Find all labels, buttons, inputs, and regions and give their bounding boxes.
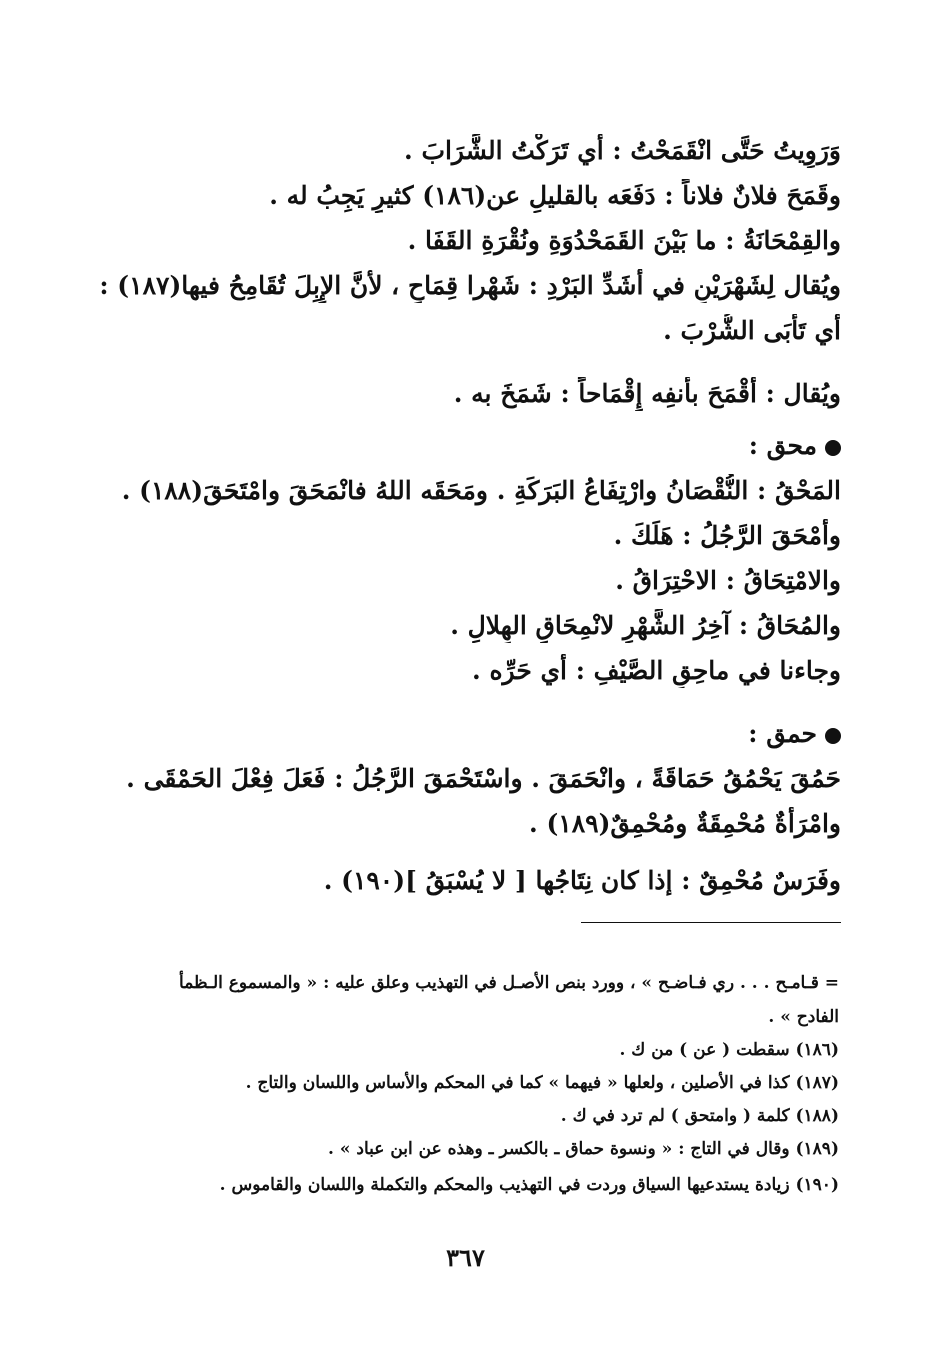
text-line: وَرَوِيتُ حَتَّى انْقَمَحْتُ : أي تَرَكْتُ الشَّرَابَ .: [404, 136, 841, 165]
text-line: ويُقال : أَقْمَحَ بأنفِه إِقْمَاحاً : شَمَخَ به .: [453, 379, 841, 408]
footnote-line: (١٨٧) كذا في الأصلين ، ولعلها « فيهما » كما في المحكم والأساس واللسان والتاج .: [245, 1073, 839, 1093]
footnote-line: (١٩٠) زيادة يستدعيها السياق وردت في التهذيب والمحكم والتكملة واللسان والقاموس .: [219, 1175, 839, 1195]
section-heading: [90, 717, 841, 751]
page-number: ٣٦٧: [446, 1243, 485, 1272]
footnote-line: (١٨٦) سقطت ( عن ) من ك .: [619, 1040, 839, 1060]
bullet-icon: [825, 440, 841, 456]
text-line: وأَمْحَقَ الرَّجُلُ : هَلَكَ .: [613, 521, 841, 550]
bullet-icon: [825, 728, 841, 744]
text-line: وقَمَحَ فلانٌ فلاناً : دَفَعَه بالقليلِ عن(١٨٦) كثيرٍ يَجِبُ له .: [269, 181, 841, 210]
footnote-line: الفادح » .: [768, 1007, 839, 1027]
footnote-line: (١٨٩) وقال في التاج : « ونسوة حماق ـ بالكسر ـ وهذه عن ابن عباد » .: [328, 1139, 839, 1159]
text-line: حَمُقَ يَحْمُقُ حَمَاقَةً ، وانْحَمَقَ . واسْتَحْمَقَ الرَّجُلُ : فَعَلَ فِعْلَ الحَمْقَى .: [126, 764, 841, 793]
text-line: وفَرَسٌ مُحْمِقٌ : إذا كان نِتَاجُها [ لا يُسْبَقُ ](١٩٠) .: [323, 866, 841, 895]
heading-text: محق :: [748, 431, 817, 460]
text-line: وجاءنا في ماحِقِ الصَّيْفِ : أي حَرِّه .: [472, 656, 841, 685]
section-heading: [90, 429, 841, 463]
text-line: والمُحَاقُ : آخِرُ الشَّهْرِ لانْمِحَاقِ الهِلالِ .: [450, 611, 841, 640]
text-line: أي تَأْبَى الشُّرْبَ .: [663, 316, 841, 345]
text-line: ويُقال لِشَهْرَيْنِ في أَشَدِّ البَرْدِ : شَهْرا قِمَاحٍ ، لأنَّ الإِبِلَ تُقَامِحُ فيها(١٨٧) :: [99, 271, 841, 300]
heading-text: حمق :: [748, 719, 817, 748]
footnote-line: (١٨٨) كلمة ( وامتحق ) لم ترد في ك .: [560, 1106, 839, 1126]
text-line: والامْتِحَاقُ : الاحْتِرَاقُ .: [615, 566, 841, 595]
footnote-line: = قـامـح . . . ري فـاضـح » ، وورد بنص الأصـل في التهذيب وعلق عليه : « والمسموع الـظمأ: [179, 973, 839, 993]
text-line: وامْرَأَةٌ مُحْمِقَةٌ ومُحْمِقٌ(١٨٩) .: [529, 809, 841, 838]
text-line: والقِمْحَانَةُ : ما بَيْنَ القَمَحْدُوَةِ ونُقْرَةِ القَفَا .: [407, 226, 841, 255]
text-line: المَحْقُ : النُّقْصَانُ وارْتِفَاعُ البَرَكَةِ . ومَحَقَه اللهُ فانْمَحَقَ وامْتَحَقَ(١٨٨) .: [121, 476, 841, 505]
footnote-separator: [581, 922, 841, 923]
